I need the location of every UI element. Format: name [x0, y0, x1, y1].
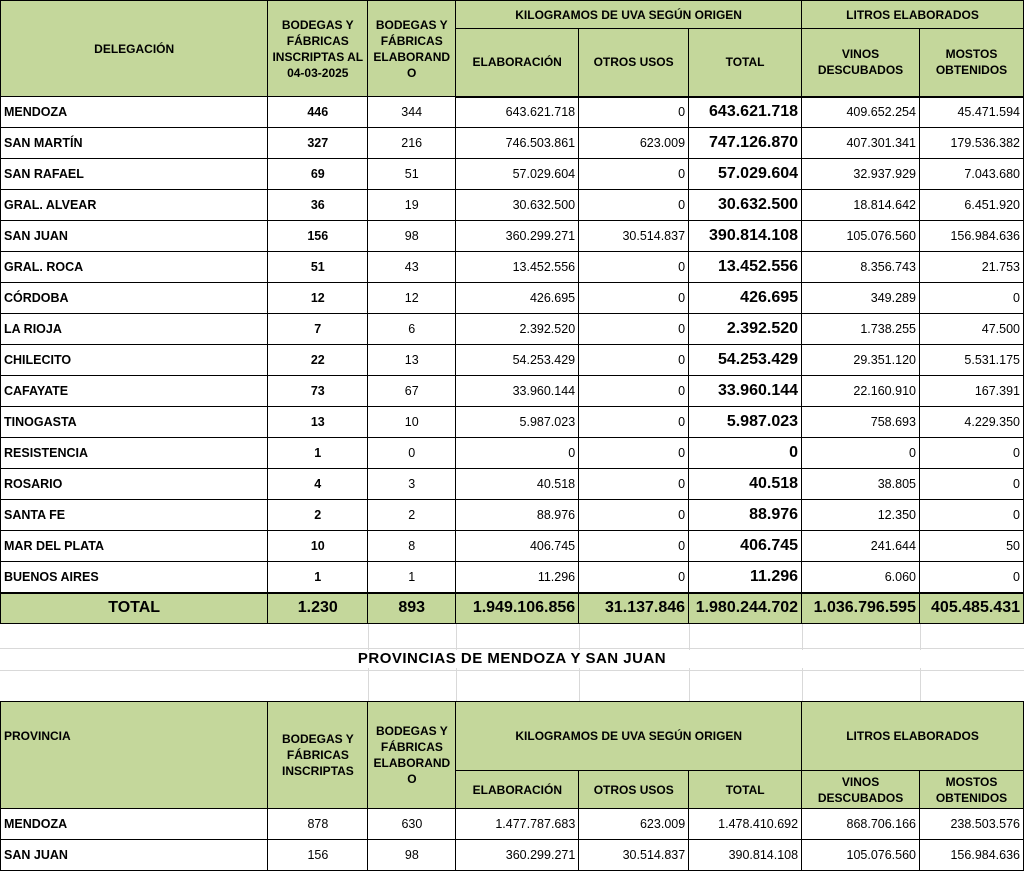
- header-vinos: VINOS DESCUBADOS: [802, 29, 920, 97]
- kg-otros-value: 30.514.837: [579, 221, 689, 252]
- inscriptas-value: 327: [268, 128, 368, 159]
- inscriptas-value: 2: [268, 500, 368, 531]
- kg-total-value: 13.452.556: [689, 252, 802, 283]
- kg-elaboracion-value: 5.987.023: [456, 407, 579, 438]
- mostos-value: 7.043.680: [919, 159, 1023, 190]
- delegacion-name: BUENOS AIRES: [1, 562, 268, 593]
- inscriptas-value: 36: [268, 190, 368, 221]
- total-inscriptas: 1.230: [268, 593, 368, 624]
- kg-total-value: 2.392.520: [689, 314, 802, 345]
- kg-elaboracion-value: 13.452.556: [456, 252, 579, 283]
- header2-otros-usos: OTROS USOS: [579, 771, 689, 809]
- vinos-value: 1.738.255: [802, 314, 920, 345]
- delegacion-name: GRAL. ALVEAR: [1, 190, 268, 221]
- inscriptas-value: 446: [268, 97, 368, 128]
- total-elaborando: 893: [368, 593, 456, 624]
- table-row: [1, 128, 1024, 159]
- table-row: [1, 252, 1024, 283]
- kg-otros-value: 0: [579, 562, 689, 593]
- table-row: [1, 283, 1024, 314]
- kg-elaboracion-value: 1.477.787.683: [456, 809, 579, 840]
- section-title: PROVINCIAS DE MENDOZA Y SAN JUAN: [0, 650, 1024, 668]
- elaborando-value: 67: [368, 376, 456, 407]
- kg-otros-value: 0: [579, 190, 689, 221]
- mostos-value: 50: [919, 531, 1023, 562]
- vinos-value: 868.706.166: [802, 809, 920, 840]
- mostos-value: 179.536.382: [919, 128, 1023, 159]
- inscriptas-value: 878: [268, 809, 368, 840]
- elaborando-value: 3: [368, 469, 456, 500]
- provincias-table: [0, 701, 1024, 871]
- delegacion-name: MAR DEL PLATA: [1, 531, 268, 562]
- kg-elaboracion-value: 643.621.718: [456, 97, 579, 128]
- kg-total-value: 0: [689, 438, 802, 469]
- elaborando-value: 12: [368, 283, 456, 314]
- kg-otros-value: 0: [579, 376, 689, 407]
- table-row: [1, 314, 1024, 345]
- inscriptas-value: 156: [268, 840, 368, 871]
- elaborando-value: 2: [368, 500, 456, 531]
- kg-total-value: 40.518: [689, 469, 802, 500]
- table-row: [1, 345, 1024, 376]
- elaborando-value: 344: [368, 97, 456, 128]
- inscriptas-value: 1: [268, 562, 368, 593]
- kg-elaboracion-value: 360.299.271: [456, 840, 579, 871]
- elaborando-value: 19: [368, 190, 456, 221]
- inscriptas-value: 12: [268, 283, 368, 314]
- vinos-value: 241.644: [802, 531, 920, 562]
- delegacion-name: ROSARIO: [1, 469, 268, 500]
- kg-otros-value: 623.009: [579, 128, 689, 159]
- delegacion-name: RESISTENCIA: [1, 438, 268, 469]
- table-row: [1, 190, 1024, 221]
- kg-otros-value: 0: [579, 345, 689, 376]
- kg-elaboracion-value: 406.745: [456, 531, 579, 562]
- header-litros-group: LITROS ELABORADOS: [802, 1, 1024, 29]
- table-row: [1, 500, 1024, 531]
- header2-vinos: VINOS DESCUBADOS: [802, 771, 920, 809]
- delegacion-name: CAFAYATE: [1, 376, 268, 407]
- header-total: TOTAL: [689, 29, 802, 97]
- vinos-value: 38.805: [802, 469, 920, 500]
- total-kg-total: 1.980.244.702: [689, 593, 802, 624]
- kg-elaboracion-value: 426.695: [456, 283, 579, 314]
- inscriptas-value: 13: [268, 407, 368, 438]
- table-row: [1, 438, 1024, 469]
- delegacion-name: CÓRDOBA: [1, 283, 268, 314]
- kg-otros-value: 623.009: [579, 809, 689, 840]
- kg-otros-value: 0: [579, 252, 689, 283]
- kg-otros-value: 0: [579, 283, 689, 314]
- kg-total-value: 643.621.718: [689, 97, 802, 128]
- vinos-value: 6.060: [802, 562, 920, 593]
- elaborando-value: 6: [368, 314, 456, 345]
- elaborando-value: 630: [368, 809, 456, 840]
- kg-otros-value: 0: [579, 438, 689, 469]
- kg-otros-value: 0: [579, 469, 689, 500]
- header-inscriptas: BODEGAS Y FÁBRICAS INSCRIPTAS AL 04-03-2025: [268, 1, 368, 97]
- vinos-value: 409.652.254: [802, 97, 920, 128]
- header-mostos: MOSTOS OBTENIDOS: [919, 29, 1023, 97]
- delegacion-name: SAN MARTÍN: [1, 128, 268, 159]
- kg-total-value: 88.976: [689, 500, 802, 531]
- inscriptas-value: 156: [268, 221, 368, 252]
- vinos-value: 18.814.642: [802, 190, 920, 221]
- table-row: [1, 221, 1024, 252]
- elaborando-value: 98: [368, 840, 456, 871]
- kg-elaboracion-value: 88.976: [456, 500, 579, 531]
- vinos-value: 407.301.341: [802, 128, 920, 159]
- total-mostos: 405.485.431: [919, 593, 1023, 624]
- inscriptas-value: 73: [268, 376, 368, 407]
- kg-total-value: 54.253.429: [689, 345, 802, 376]
- delegacion-name: TINOGASTA: [1, 407, 268, 438]
- delegacion-name: GRAL. ROCA: [1, 252, 268, 283]
- header-kg-group: KILOGRAMOS DE UVA SEGÚN ORIGEN: [456, 1, 802, 29]
- kg-otros-value: 0: [579, 159, 689, 190]
- header2-mostos: MOSTOS OBTENIDOS: [920, 771, 1024, 809]
- elaborando-value: 98: [368, 221, 456, 252]
- table-row: [1, 562, 1024, 593]
- delegacion-name: LA RIOJA: [1, 314, 268, 345]
- kg-total-value: 57.029.604: [689, 159, 802, 190]
- kg-total-value: 5.987.023: [689, 407, 802, 438]
- kg-total-value: 1.478.410.692: [689, 809, 802, 840]
- table-row: [1, 809, 1024, 840]
- header-otros-usos: OTROS USOS: [579, 29, 689, 97]
- mostos-value: 156.984.636: [920, 840, 1024, 871]
- delegacion-name: SANTA FE: [1, 500, 268, 531]
- elaborando-value: 43: [368, 252, 456, 283]
- header2-kg-group: KILOGRAMOS DE UVA SEGÚN ORIGEN: [456, 702, 802, 771]
- vinos-value: 29.351.120: [802, 345, 920, 376]
- kg-elaboracion-value: 33.960.144: [456, 376, 579, 407]
- total-kg-elaboracion: 1.949.106.856: [456, 593, 579, 624]
- elaborando-value: 0: [368, 438, 456, 469]
- table-row: [1, 531, 1024, 562]
- mostos-value: 0: [919, 500, 1023, 531]
- total-label: TOTAL: [1, 593, 268, 624]
- elaborando-value: 1: [368, 562, 456, 593]
- table-row: [1, 469, 1024, 500]
- kg-elaboracion-value: 40.518: [456, 469, 579, 500]
- inscriptas-value: 10: [268, 531, 368, 562]
- mostos-value: 167.391: [919, 376, 1023, 407]
- kg-elaboracion-value: 2.392.520: [456, 314, 579, 345]
- kg-total-value: 390.814.108: [689, 221, 802, 252]
- mostos-value: 21.753: [919, 252, 1023, 283]
- mostos-value: 0: [919, 438, 1023, 469]
- mostos-value: 238.503.576: [920, 809, 1024, 840]
- elaborando-value: 10: [368, 407, 456, 438]
- mostos-value: 0: [919, 469, 1023, 500]
- vinos-value: 758.693: [802, 407, 920, 438]
- vinos-value: 8.356.743: [802, 252, 920, 283]
- provincia-name: MENDOZA: [1, 809, 268, 840]
- elaborando-value: 8: [368, 531, 456, 562]
- elaborando-value: 13: [368, 345, 456, 376]
- mostos-value: 45.471.594: [919, 97, 1023, 128]
- delegacion-name: SAN RAFAEL: [1, 159, 268, 190]
- kg-total-value: 30.632.500: [689, 190, 802, 221]
- table-row: [1, 97, 1024, 128]
- inscriptas-value: 22: [268, 345, 368, 376]
- vinos-value: 105.076.560: [802, 221, 920, 252]
- kg-elaboracion-value: 57.029.604: [456, 159, 579, 190]
- mostos-value: 6.451.920: [919, 190, 1023, 221]
- mostos-value: 0: [919, 562, 1023, 593]
- mostos-value: 0: [919, 283, 1023, 314]
- kg-total-value: 11.296: [689, 562, 802, 593]
- kg-elaboracion-value: 360.299.271: [456, 221, 579, 252]
- kg-otros-value: 0: [579, 97, 689, 128]
- delegacion-name: CHILECITO: [1, 345, 268, 376]
- header-elaborando: BODEGAS Y FÁBRICAS ELABORAND O: [368, 1, 456, 97]
- mostos-value: 4.229.350: [919, 407, 1023, 438]
- mostos-value: 156.984.636: [919, 221, 1023, 252]
- inscriptas-value: 51: [268, 252, 368, 283]
- kg-otros-value: 0: [579, 531, 689, 562]
- kg-elaboracion-value: 54.253.429: [456, 345, 579, 376]
- vinos-value: 105.076.560: [802, 840, 920, 871]
- delegacion-name: MENDOZA: [1, 97, 268, 128]
- kg-total-value: 406.745: [689, 531, 802, 562]
- inscriptas-value: 4: [268, 469, 368, 500]
- header2-inscriptas: BODEGAS Y FÁBRICAS INSCRIPTAS: [268, 702, 368, 809]
- header-elaboracion: ELABORACIÓN: [456, 29, 579, 97]
- header2-total: TOTAL: [689, 771, 802, 809]
- mostos-value: 5.531.175: [919, 345, 1023, 376]
- elaborando-value: 216: [368, 128, 456, 159]
- header2-litros-group: LITROS ELABORADOS: [802, 702, 1024, 771]
- vinos-value: 12.350: [802, 500, 920, 531]
- table-row: [1, 376, 1024, 407]
- vinos-value: 32.937.929: [802, 159, 920, 190]
- total-vinos: 1.036.796.595: [802, 593, 920, 624]
- vinos-value: 0: [802, 438, 920, 469]
- vinos-value: 349.289: [802, 283, 920, 314]
- table-row: [1, 840, 1024, 871]
- table-row: [1, 159, 1024, 190]
- kg-elaboracion-value: 30.632.500: [456, 190, 579, 221]
- inscriptas-value: 7: [268, 314, 368, 345]
- mostos-value: 47.500: [919, 314, 1023, 345]
- kg-total-value: 426.695: [689, 283, 802, 314]
- header2-elaboracion: ELABORACIÓN: [456, 771, 579, 809]
- elaborando-value: 51: [368, 159, 456, 190]
- kg-elaboracion-value: 746.503.861: [456, 128, 579, 159]
- kg-otros-value: 30.514.837: [579, 840, 689, 871]
- inscriptas-value: 69: [268, 159, 368, 190]
- provincia-name: SAN JUAN: [1, 840, 268, 871]
- table-row: [1, 407, 1024, 438]
- kg-otros-value: 0: [579, 314, 689, 345]
- vinos-value: 22.160.910: [802, 376, 920, 407]
- total-kg-otros: 31.137.846: [579, 593, 689, 624]
- kg-elaboracion-value: 11.296: [456, 562, 579, 593]
- kg-total-value: 747.126.870: [689, 128, 802, 159]
- kg-elaboracion-value: 0: [456, 438, 579, 469]
- total-row: [1, 593, 1024, 624]
- delegacion-name: SAN JUAN: [1, 221, 268, 252]
- kg-otros-value: 0: [579, 407, 689, 438]
- kg-otros-value: 0: [579, 500, 689, 531]
- kg-total-value: 390.814.108: [689, 840, 802, 871]
- header2-elaborando: BODEGAS Y FÁBRICAS ELABORAND O: [368, 702, 456, 809]
- inscriptas-value: 1: [268, 438, 368, 469]
- header-provincia: PROVINCIA: [1, 702, 268, 809]
- kg-total-value: 33.960.144: [689, 376, 802, 407]
- header-delegacion: DELEGACIÓN: [1, 1, 268, 97]
